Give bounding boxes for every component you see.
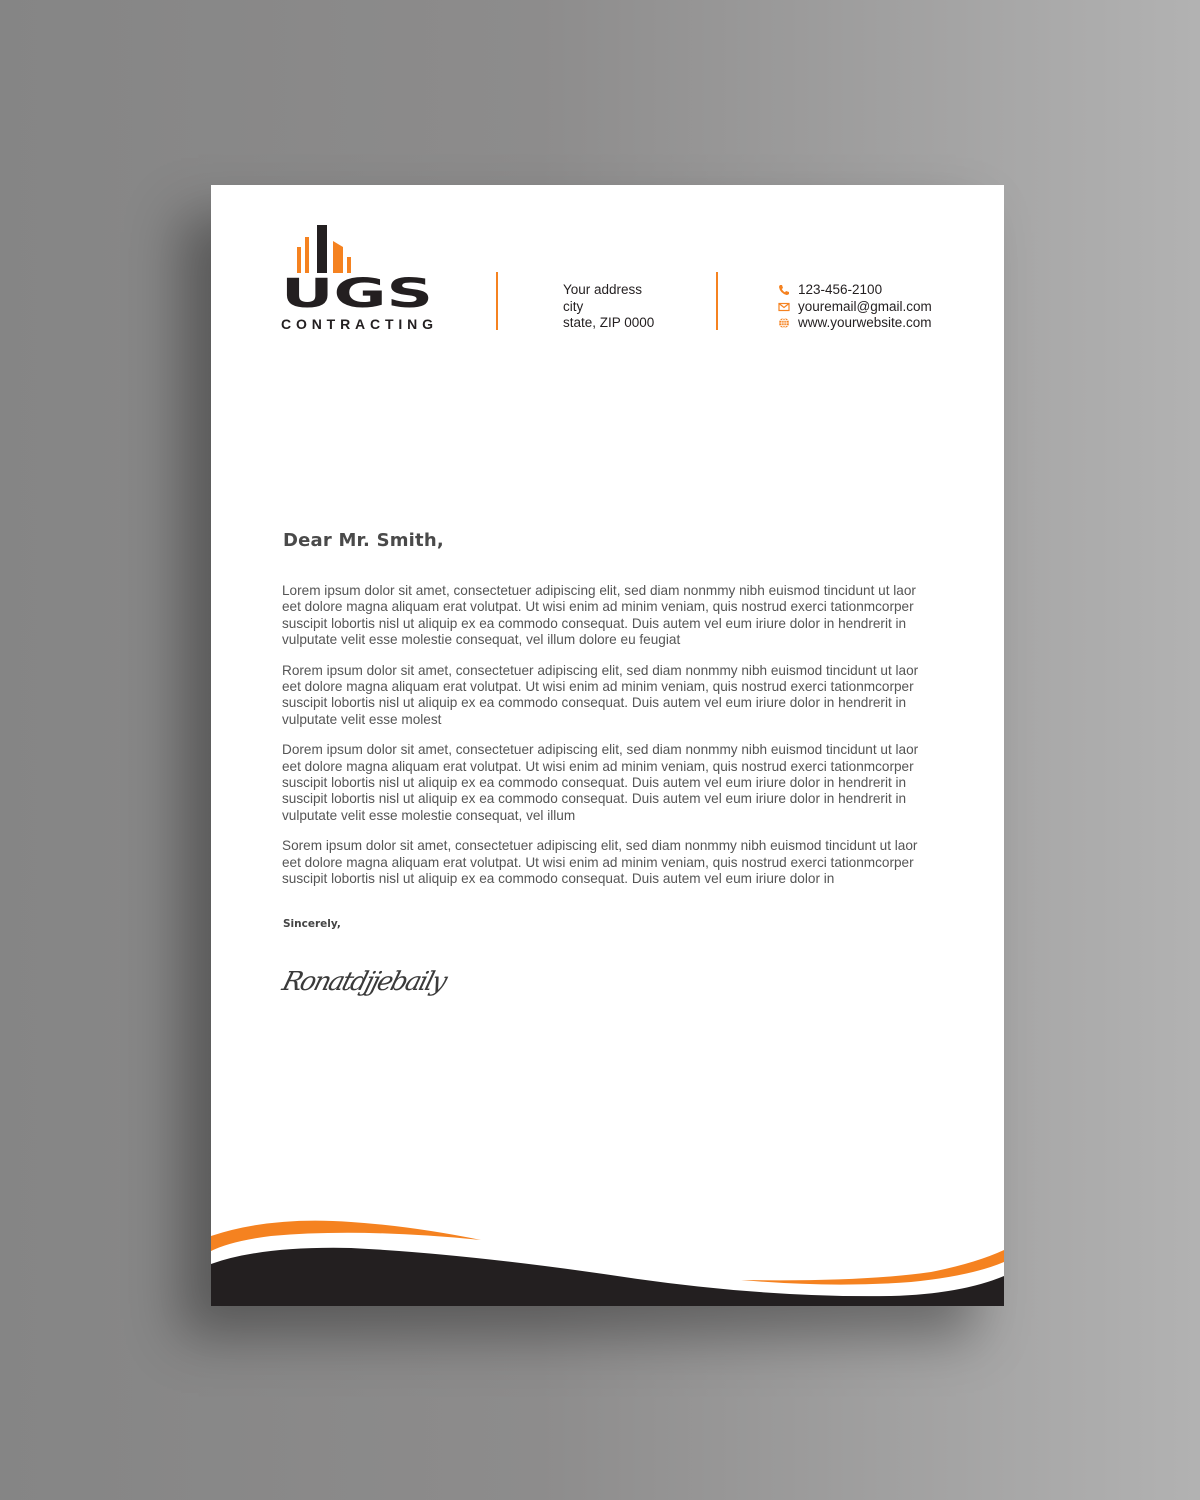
phone-number[interactable]: 123-456-2100: [798, 282, 883, 297]
footer-wave-decoration: [211, 1216, 1004, 1306]
website-link[interactable]: www.yourwebsite.com: [798, 315, 932, 330]
text-line: eet dolore magna aliquam erat volutpat. Ut wisi enim ad minim veniam, quis nostrud exerci tationmcorper: [282, 758, 914, 774]
text-line: Rorem ipsum dolor sit amet, consectetuer adipiscing elit, sed diam nonmmy nibh euismod tincidunt ut laor: [282, 662, 919, 678]
paragraph: [282, 742, 982, 823]
email-icon: [778, 301, 790, 313]
closing: Sincerely,: [283, 918, 341, 930]
text-line: vulputate velit esse molestie consequat, vel illum dolore eu feugiat: [282, 631, 681, 647]
divider: [496, 272, 498, 330]
brand-tagline: CONTRACTING: [281, 316, 433, 332]
address-city: city: [563, 298, 584, 314]
address-line: Your address: [563, 282, 643, 297]
divider: [716, 272, 718, 330]
text-line: Lorem ipsum dolor sit amet, consectetuer adipiscing elit, sed diam nonmmy nibh euismod tincidunt ut laor: [282, 583, 916, 598]
text-line: vulputate velit esse molestie consequat, vel illum: [282, 807, 576, 823]
brand-name: UGS: [281, 271, 433, 317]
email-address[interactable]: youremail@gmail.com: [798, 298, 932, 314]
phone-icon: [778, 284, 790, 296]
text-line: suscipit lobortis nisl ut aliquip ex ea commodo consequat. Duis autem vel eum iriure dolor in hendrerit in: [282, 774, 907, 790]
address-state-zip: state, ZIP 0000: [563, 315, 655, 330]
text-line: suscipit lobortis nisl ut aliquip ex ea commodo consequat. Duis autem vel eum iriure dolor in hendrerit in: [282, 695, 907, 711]
address-block: [563, 282, 654, 332]
text-line: eet dolore magna aliquam erat volutpat. Ut wisi enim ad minim veniam, quis nostrud exerci tationmcorper: [282, 854, 914, 870]
text-line: Sorem ipsum dolor sit amet, consectetuer adipiscing elit, sed diam nonmmy nibh euismod tincidunt ut laor: [282, 838, 918, 854]
globe-icon: [778, 317, 790, 329]
paragraph: [282, 838, 982, 887]
text-line: suscipit lobortis nisl ut aliquip ex ea commodo consequat. Duis autem vel eum iriure dolor in hendrerit in: [282, 791, 907, 807]
ugs-contracting-logo: [281, 225, 436, 333]
letter-body: [282, 583, 982, 902]
salutation: Dear Mr. Smith,: [283, 530, 444, 551]
text-line: suscipit lobortis nisl ut aliquip ex ea commodo consequat. Duis autem vel eum iriure dolor in: [282, 870, 835, 886]
contact-block: [778, 282, 932, 332]
text-line: suscipit lobortis nisl ut aliquip ex ea commodo consequat. Duis autem vel eum iriure dolor in hendrerit in: [282, 615, 907, 631]
signature: Ronatdjjebaily: [278, 967, 449, 997]
text-line: vulputate velit esse molest: [282, 711, 442, 727]
text-line: eet dolore magna aliquam erat volutpat. Ut wisi enim ad minim veniam, quis nostrud exerci tationmcorper: [282, 599, 914, 615]
text-line: Dorem ipsum dolor sit amet, consectetuer adipiscing elit, sed diam nonmmy nibh euismod tincidunt ut laor: [282, 742, 919, 758]
paragraph: [282, 663, 982, 728]
paragraph: [282, 583, 982, 648]
letterhead-page: [211, 185, 1004, 1306]
text-line: eet dolore magna aliquam erat volutpat. Ut wisi enim ad minim veniam, quis nostrud exerci tationmcorper: [282, 678, 914, 694]
